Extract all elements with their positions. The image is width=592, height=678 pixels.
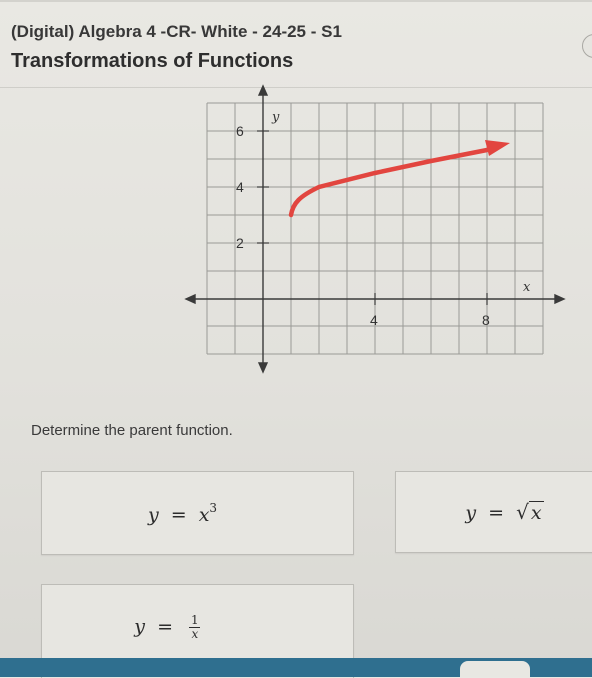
choice-x-cubed[interactable] [41, 471, 354, 555]
choice-sqrt-x[interactable] [395, 471, 592, 553]
x-axis-label: x [523, 280, 531, 295]
page-title: Transformations of Functions [11, 50, 294, 72]
choice-expression: y = √ x [465, 500, 542, 524]
exponent: 3 [209, 500, 218, 515]
fraction: $\frac{1}{x}$ [191, 613, 199, 641]
choice-expression: y = $\frac{1}{x}$ [134, 613, 199, 641]
question-prompt: Determine the parent function. [31, 422, 233, 439]
y-tick-label: 2 [236, 235, 244, 251]
y-axis [259, 86, 267, 372]
y-tick-label: 4 [236, 179, 244, 195]
bottom-tab[interactable] [460, 661, 530, 677]
function-curve [291, 150, 487, 215]
y-tick-label: 6 [236, 123, 244, 139]
course-name: (Digital) Algebra 4 -CR- White - 24-25 - S1 [11, 22, 342, 41]
y-axis-label: y [272, 110, 280, 125]
choice-expression: $y = x^3$ [147, 500, 218, 526]
x-tick-label: 8 [482, 312, 490, 328]
x-tick-label: 4 [370, 312, 378, 328]
square-root: √ x [516, 500, 542, 524]
curve-arrowhead [485, 140, 510, 156]
